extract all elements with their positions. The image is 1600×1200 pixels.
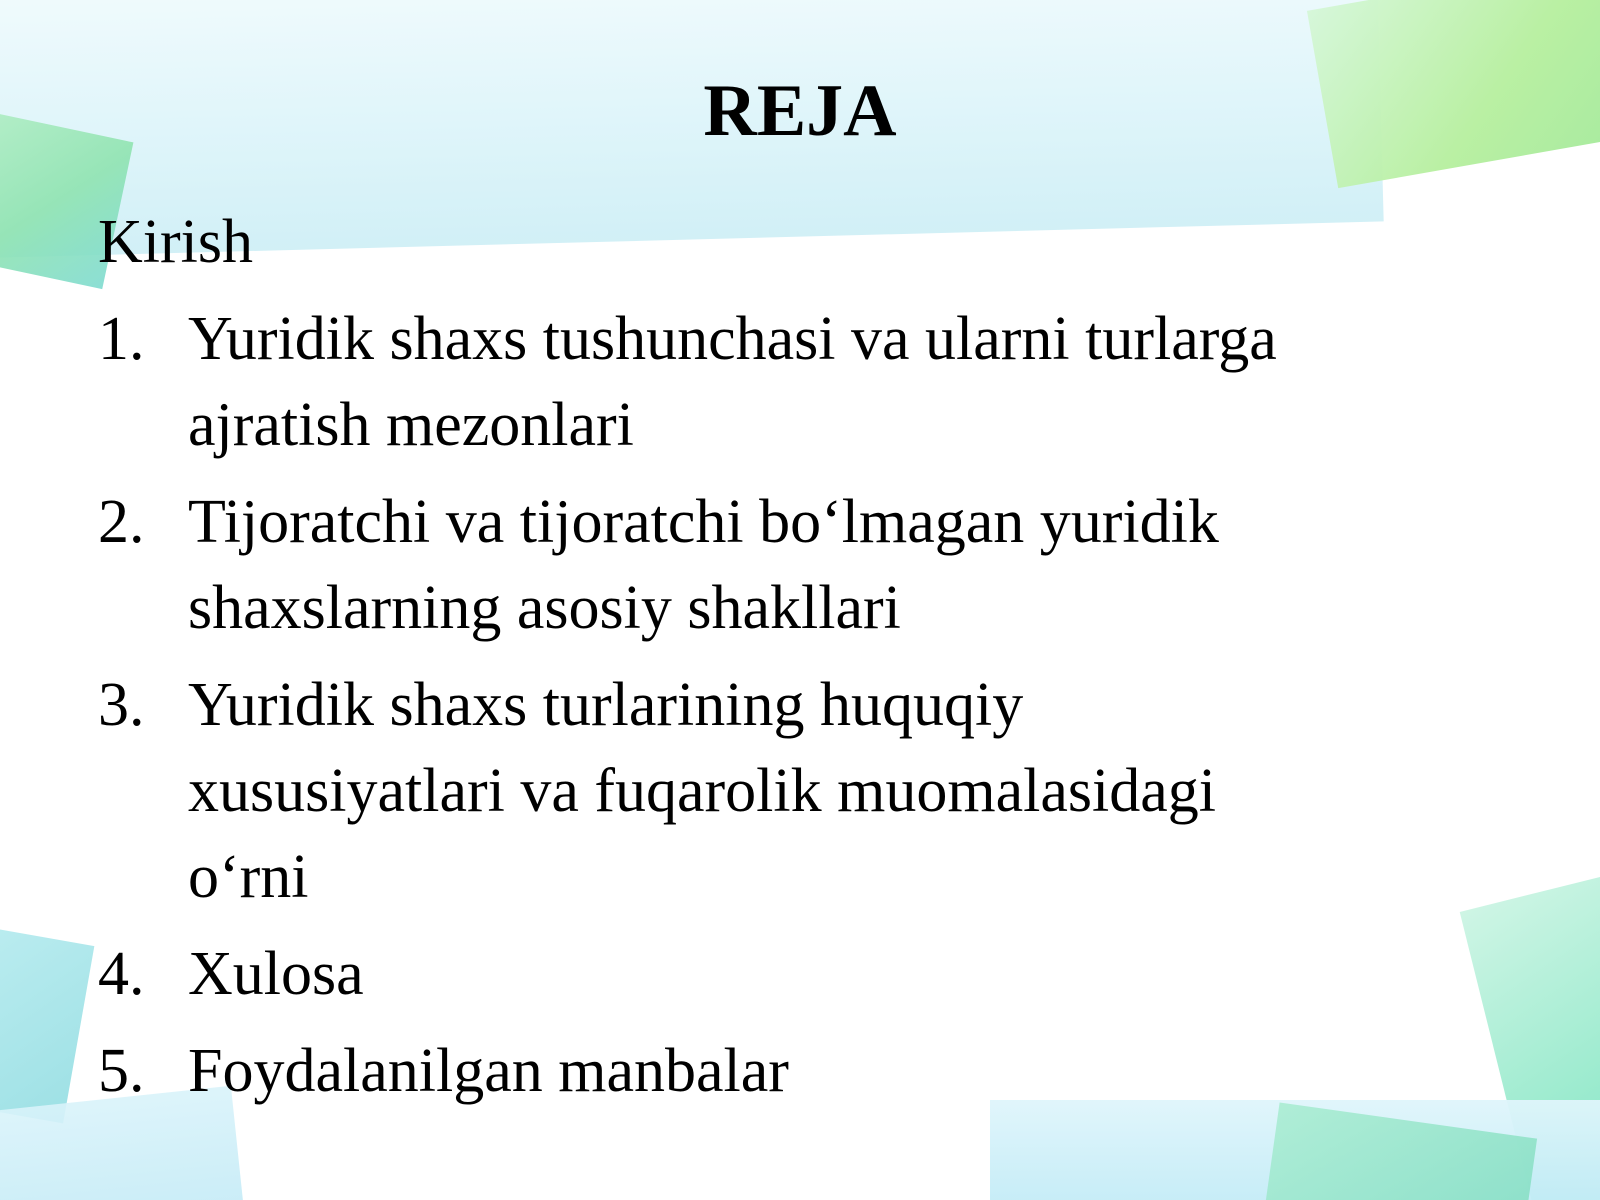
plan-item-line: Foydalanilgan manbalar bbox=[188, 1037, 789, 1105]
slide-title: REJA bbox=[703, 70, 897, 152]
plan-item bbox=[98, 296, 1518, 468]
intro-line: Kirish bbox=[98, 208, 253, 276]
plan-item-line: o‘rni bbox=[188, 843, 309, 911]
plan-item-line: Yuridik shaxs turlarining huquqiy bbox=[188, 671, 1024, 739]
plan-item bbox=[98, 662, 1518, 920]
plan-item-number: 1. bbox=[98, 305, 145, 373]
plan-item bbox=[98, 931, 1518, 1017]
plan-item-line: ajratish mezonlari bbox=[188, 391, 634, 459]
plan-list bbox=[98, 296, 1518, 1125]
plan-item-line: Tijoratchi va tijoratchi bo‘lmagan yuridik bbox=[188, 488, 1219, 556]
plan-item-line: xususiyatlari va fuqarolik muomalasidagi bbox=[188, 757, 1216, 825]
plan-item-line: shaxslarning asosiy shakllari bbox=[188, 574, 901, 642]
plan-item-number: 3. bbox=[98, 671, 145, 739]
plan-item-line: Yuridik shaxs tushunchasi va ularni turlarga bbox=[188, 305, 1277, 373]
plan-item bbox=[98, 1028, 1518, 1114]
plan-item-number: 2. bbox=[98, 488, 145, 556]
plan-item-number: 5. bbox=[98, 1037, 145, 1105]
plan-item-number: 4. bbox=[98, 940, 145, 1008]
plan-item bbox=[98, 479, 1518, 651]
plan-item-line: Xulosa bbox=[188, 940, 364, 1008]
